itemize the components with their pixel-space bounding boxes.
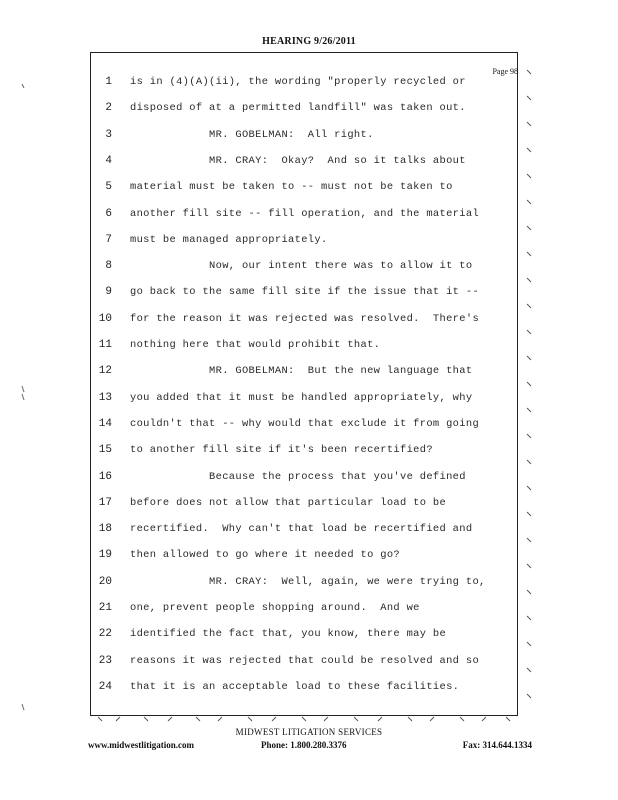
transcript-line	[90, 102, 516, 120]
transcript-line	[90, 628, 516, 646]
transcript-line	[90, 260, 516, 278]
line-text: must be managed appropriately.	[130, 233, 328, 246]
bottom-margin-marks	[92, 716, 516, 722]
line-text: one, prevent people shopping around. And we	[130, 602, 420, 614]
transcript-line	[90, 655, 516, 673]
line-text: reasons it was rejected that could be resolved and so	[130, 654, 480, 667]
line-text: identified the fact that, you know, there may be	[130, 628, 447, 641]
left-margin-marks	[20, 80, 26, 720]
transcript-line	[90, 313, 516, 331]
transcript-line	[90, 392, 516, 410]
transcript-line	[90, 155, 516, 173]
line-text: disposed of at a permitted landfill" was taken out.	[130, 102, 466, 115]
document-header: HEARING 9/26/2011	[262, 36, 356, 47]
line-number: 24	[98, 680, 112, 693]
transcript-line	[90, 602, 516, 620]
transcript-line	[90, 129, 516, 147]
line-number: 5	[105, 181, 112, 194]
line-text: you added that it must be handled appropriately, why	[130, 391, 473, 404]
transcript-line	[90, 418, 516, 436]
line-text: Because the process that you've defined	[130, 470, 466, 483]
transcript-line	[90, 339, 516, 357]
line-text: to another fill site if it's been recertified?	[130, 444, 433, 457]
footer-fax: Fax: 314.644.1334	[462, 740, 532, 750]
line-number: 4	[105, 154, 112, 167]
line-number: 12	[98, 365, 112, 378]
line-number: 20	[98, 575, 112, 588]
footer-company: MIDWEST LITIGATION SERVICES	[235, 727, 383, 737]
line-number: 10	[98, 312, 112, 325]
line-text: material must be taken to -- must not be taken to	[130, 181, 453, 194]
transcript-line	[90, 497, 516, 515]
footer-website: www.midwestlitigation.com	[88, 740, 194, 750]
line-text: for the reason it was rejected was resolved. There's	[130, 312, 480, 325]
line-text: Now, our intent there was to allow it to	[130, 260, 473, 273]
right-margin-marks	[526, 60, 532, 710]
line-number: 15	[98, 444, 112, 457]
line-text: MR. GOBELMAN: All right.	[130, 128, 374, 141]
line-number: 3	[105, 128, 112, 141]
transcript-line	[90, 76, 516, 94]
line-text: that it is an acceptable load to these facilities.	[130, 680, 460, 693]
line-number: 14	[98, 417, 112, 430]
line-number: 11	[98, 339, 112, 351]
footer-contact-row	[88, 740, 532, 752]
line-number: 1	[105, 76, 112, 88]
line-text: MR. CRAY: Okay? And so it talks about	[130, 154, 466, 167]
line-text: then allowed to go where it needed to go?	[130, 549, 401, 562]
line-text: MR. CRAY: Well, again, we were trying to,	[130, 575, 486, 588]
transcript-line	[90, 444, 516, 462]
transcript-line	[90, 208, 516, 226]
line-number: 16	[98, 470, 112, 483]
transcript-line	[90, 549, 516, 567]
line-text: go back to the same fill site if the issue that it --	[130, 286, 480, 299]
line-text: couldn't that -- why would that exclude it from going	[130, 417, 480, 430]
line-number: 13	[98, 391, 112, 404]
line-number: 22	[98, 628, 112, 641]
transcript-line	[90, 365, 516, 383]
transcript-line	[90, 234, 516, 252]
transcript-line	[90, 286, 516, 304]
line-number: 19	[98, 549, 112, 562]
page-number: Page 98	[492, 67, 518, 76]
line-text: MR. GOBELMAN: But the new language that	[130, 365, 473, 378]
line-number: 2	[105, 102, 112, 115]
footer-phone: Phone: 1.800.280.3376	[261, 740, 347, 750]
transcript-line	[90, 523, 516, 541]
line-number: 18	[98, 523, 112, 536]
line-text: before does not allow that particular load to be	[130, 496, 447, 509]
line-number: 23	[98, 654, 112, 667]
line-number: 21	[98, 602, 112, 614]
transcript-line	[90, 576, 516, 594]
line-text: recertified. Why can't that load be recertified and	[130, 523, 473, 536]
line-text: nothing here that would prohibit that.	[130, 339, 381, 351]
line-number: 9	[105, 286, 112, 299]
line-number: 6	[105, 207, 112, 220]
transcript-line	[90, 181, 516, 199]
line-text: another fill site -- fill operation, and the material	[130, 207, 480, 220]
line-number: 7	[105, 233, 112, 246]
line-number: 8	[105, 260, 112, 273]
transcript-line	[90, 471, 516, 489]
line-text: is in (4)(A)(ii), the wording "properly recycled or	[130, 76, 466, 88]
line-number: 17	[98, 496, 112, 509]
transcript-line	[90, 681, 516, 699]
